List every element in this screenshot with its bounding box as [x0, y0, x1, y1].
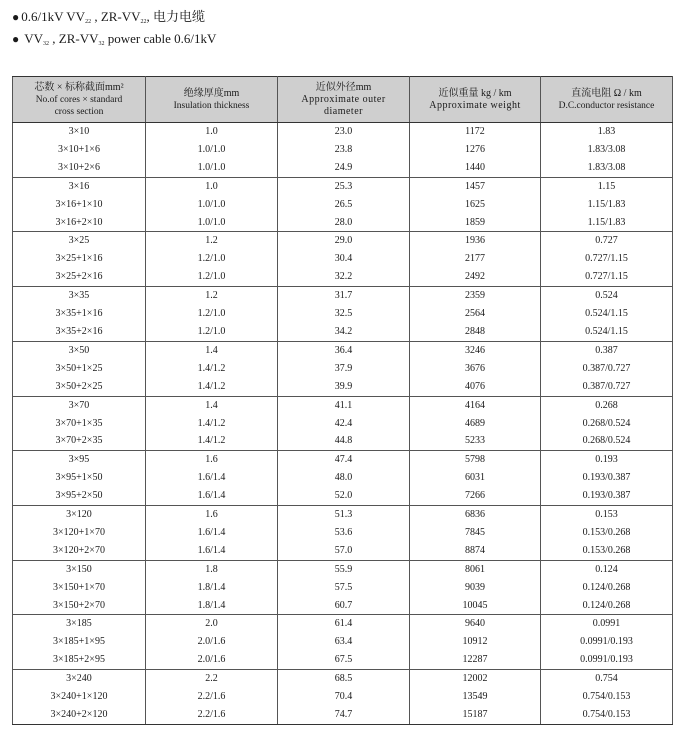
resistance-cell: 0.754 — [541, 670, 673, 688]
weight-cell: 10912 — [410, 633, 541, 651]
table-row — [13, 396, 673, 414]
header-weight — [410, 77, 541, 123]
table-body — [13, 123, 673, 725]
title-1-sub1: 22 — [85, 19, 92, 25]
weight-cell: 1625 — [410, 196, 541, 214]
resistance-cell: 0.124/0.268 — [541, 579, 673, 597]
insulation-cell: 1.0 — [146, 123, 278, 141]
header-resistance — [541, 77, 673, 123]
resistance-cell: 0.387 — [541, 341, 673, 359]
diameter-cell: 25.3 — [278, 177, 410, 195]
resistance-cell: 0.124 — [541, 560, 673, 578]
insulation-cell: 1.2/1.0 — [146, 268, 278, 286]
resistance-cell: 1.15 — [541, 177, 673, 195]
insulation-cell: 1.2 — [146, 287, 278, 305]
table-row — [13, 469, 673, 487]
resistance-cell: 0.0991 — [541, 615, 673, 633]
header-diameter-en2: diameter — [324, 105, 363, 117]
table-row — [13, 123, 673, 141]
diameter-cell: 57.5 — [278, 579, 410, 597]
resistance-cell: 0.268 — [541, 396, 673, 414]
header-diameter-en: Approximate outer — [301, 93, 386, 105]
diameter-cell: 48.0 — [278, 469, 410, 487]
insulation-cell: 1.4/1.2 — [146, 415, 278, 433]
diameter-cell: 24.9 — [278, 159, 410, 177]
insulation-cell: 1.2/1.0 — [146, 305, 278, 323]
weight-cell: 8874 — [410, 542, 541, 560]
insulation-cell: 2.0/1.6 — [146, 651, 278, 669]
table-row — [13, 487, 673, 505]
diameter-cell: 67.5 — [278, 651, 410, 669]
weight-cell: 4689 — [410, 415, 541, 433]
weight-cell: 7845 — [410, 524, 541, 542]
diameter-cell: 39.9 — [278, 378, 410, 396]
insulation-cell: 1.6 — [146, 506, 278, 524]
insulation-cell: 1.8/1.4 — [146, 579, 278, 597]
cable-spec-table — [12, 76, 673, 725]
insulation-cell: 1.6 — [146, 451, 278, 469]
cores-cell: 3×10+2×6 — [13, 159, 146, 177]
header-diameter-zh: 近似外径mm — [315, 81, 372, 93]
title-2-prefix: VV — [24, 31, 44, 46]
weight-cell: 15187 — [410, 706, 541, 724]
header-resistance-zh: 直流电阻 Ω / km — [571, 87, 642, 99]
weight-cell: 6836 — [410, 506, 541, 524]
bullet-icon: ● — [12, 32, 20, 46]
title-1-prefix: 0.6/1kV VV — [21, 9, 86, 24]
table-row — [13, 341, 673, 359]
insulation-cell: 1.4/1.2 — [146, 378, 278, 396]
header-cores — [13, 77, 146, 123]
cores-cell: 3×70+1×35 — [13, 415, 146, 433]
table-row — [13, 670, 673, 688]
table-row — [13, 232, 673, 250]
insulation-cell: 1.0/1.0 — [146, 196, 278, 214]
resistance-cell: 0.524/1.15 — [541, 305, 673, 323]
header-resistance-en: D.C.conductor resistance — [558, 100, 655, 111]
cores-cell: 3×150 — [13, 560, 146, 578]
insulation-cell: 2.2 — [146, 670, 278, 688]
resistance-cell: 0.387/0.727 — [541, 360, 673, 378]
cores-cell: 3×240 — [13, 670, 146, 688]
cores-cell: 3×95+2×50 — [13, 487, 146, 505]
table-row — [13, 579, 673, 597]
diameter-cell: 60.7 — [278, 597, 410, 615]
weight-cell: 12002 — [410, 670, 541, 688]
diameter-cell: 29.0 — [278, 232, 410, 250]
diameter-cell: 63.4 — [278, 633, 410, 651]
cores-cell: 3×185+2×95 — [13, 651, 146, 669]
table-row — [13, 542, 673, 560]
diameter-cell: 34.2 — [278, 323, 410, 341]
header-weight-en: Approximate weight — [429, 99, 521, 111]
diameter-cell: 26.5 — [278, 196, 410, 214]
table-row — [13, 323, 673, 341]
table-row — [13, 141, 673, 159]
cores-cell: 3×25+2×16 — [13, 268, 146, 286]
cores-cell: 3×120+2×70 — [13, 542, 146, 560]
weight-cell: 1457 — [410, 177, 541, 195]
cores-cell: 3×120 — [13, 506, 146, 524]
table-row — [13, 615, 673, 633]
weight-cell: 4076 — [410, 378, 541, 396]
cores-cell: 3×95+1×50 — [13, 469, 146, 487]
diameter-cell: 57.0 — [278, 542, 410, 560]
diameter-cell: 61.4 — [278, 615, 410, 633]
diameter-cell: 70.4 — [278, 688, 410, 706]
table-row — [13, 305, 673, 323]
cores-cell: 3×50 — [13, 341, 146, 359]
weight-cell: 6031 — [410, 469, 541, 487]
insulation-cell: 1.4 — [146, 341, 278, 359]
diameter-cell: 36.4 — [278, 341, 410, 359]
table-row — [13, 214, 673, 232]
title-1-suffix: , 电力电缆 — [146, 9, 206, 24]
weight-cell: 7266 — [410, 487, 541, 505]
weight-cell: 5233 — [410, 432, 541, 450]
table-row — [13, 651, 673, 669]
weight-cell: 8061 — [410, 560, 541, 578]
diameter-cell: 44.8 — [278, 432, 410, 450]
resistance-cell: 0.0991/0.193 — [541, 633, 673, 651]
weight-cell: 2492 — [410, 268, 541, 286]
cores-cell: 3×35+2×16 — [13, 323, 146, 341]
table-row — [13, 524, 673, 542]
insulation-cell: 1.2/1.0 — [146, 250, 278, 268]
cores-cell: 3×25+1×16 — [13, 250, 146, 268]
insulation-cell: 1.6/1.4 — [146, 487, 278, 505]
table-row — [13, 688, 673, 706]
diameter-cell: 53.6 — [278, 524, 410, 542]
header-insulation — [146, 77, 278, 123]
weight-cell: 2359 — [410, 287, 541, 305]
resistance-cell: 0.387/0.727 — [541, 378, 673, 396]
title-line-1 — [12, 9, 205, 30]
table-row — [13, 196, 673, 214]
cores-cell: 3×240+2×120 — [13, 706, 146, 724]
resistance-cell: 0.153/0.268 — [541, 524, 673, 542]
weight-cell: 9640 — [410, 615, 541, 633]
title-1-sub2: 22 — [140, 19, 147, 25]
resistance-cell: 0.153/0.268 — [541, 542, 673, 560]
weight-cell: 3246 — [410, 341, 541, 359]
header-cores-en2: cross section — [54, 106, 104, 117]
resistance-cell: 0.754/0.153 — [541, 706, 673, 724]
resistance-cell: 0.727 — [541, 232, 673, 250]
insulation-cell: 1.0/1.0 — [146, 141, 278, 159]
cores-cell: 3×120+1×70 — [13, 524, 146, 542]
table-row — [13, 706, 673, 724]
weight-cell: 1936 — [410, 232, 541, 250]
resistance-cell: 0.193 — [541, 451, 673, 469]
weight-cell: 5798 — [410, 451, 541, 469]
header-insulation-zh: 绝缘厚度mm — [183, 87, 240, 99]
cores-cell: 3×70 — [13, 396, 146, 414]
insulation-cell: 1.2/1.0 — [146, 323, 278, 341]
resistance-cell: 1.83 — [541, 123, 673, 141]
diameter-cell: 47.4 — [278, 451, 410, 469]
resistance-cell: 0.727/1.15 — [541, 268, 673, 286]
cores-cell: 3×95 — [13, 451, 146, 469]
table-row — [13, 415, 673, 433]
cores-cell: 3×35 — [13, 287, 146, 305]
weight-cell: 2177 — [410, 250, 541, 268]
diameter-cell: 52.0 — [278, 487, 410, 505]
resistance-cell: 0.754/0.153 — [541, 688, 673, 706]
cores-cell: 3×150+1×70 — [13, 579, 146, 597]
diameter-cell: 41.1 — [278, 396, 410, 414]
table-row — [13, 159, 673, 177]
weight-cell: 3676 — [410, 360, 541, 378]
resistance-cell: 1.83/3.08 — [541, 159, 673, 177]
resistance-cell: 0.268/0.524 — [541, 415, 673, 433]
table-row — [13, 506, 673, 524]
diameter-cell: 68.5 — [278, 670, 410, 688]
resistance-cell: 0.0991/0.193 — [541, 651, 673, 669]
cores-cell: 3×16+2×10 — [13, 214, 146, 232]
resistance-cell: 0.193/0.387 — [541, 487, 673, 505]
cores-cell: 3×185 — [13, 615, 146, 633]
insulation-cell: 1.6/1.4 — [146, 542, 278, 560]
resistance-cell: 0.524/1.15 — [541, 323, 673, 341]
weight-cell: 1440 — [410, 159, 541, 177]
diameter-cell: 30.4 — [278, 250, 410, 268]
diameter-cell: 51.3 — [278, 506, 410, 524]
cores-cell: 3×50+2×25 — [13, 378, 146, 396]
table-row — [13, 360, 673, 378]
title-line-2 — [12, 31, 216, 52]
resistance-cell: 0.124/0.268 — [541, 597, 673, 615]
diameter-cell: 32.2 — [278, 268, 410, 286]
weight-cell: 4164 — [410, 396, 541, 414]
resistance-cell: 0.727/1.15 — [541, 250, 673, 268]
cores-cell: 3×185+1×95 — [13, 633, 146, 651]
table-row — [13, 597, 673, 615]
cores-cell: 3×35+1×16 — [13, 305, 146, 323]
table-row — [13, 177, 673, 195]
weight-cell: 9039 — [410, 579, 541, 597]
insulation-cell: 2.0/1.6 — [146, 633, 278, 651]
title-2-mid: , ZR-VV — [49, 31, 99, 46]
diameter-cell: 28.0 — [278, 214, 410, 232]
header-cores-zh: 芯数 × 标称截面mm² — [34, 81, 124, 93]
table-row — [13, 633, 673, 651]
diameter-cell: 31.7 — [278, 287, 410, 305]
cores-cell: 3×25 — [13, 232, 146, 250]
insulation-cell: 1.0 — [146, 177, 278, 195]
cores-cell: 3×240+1×120 — [13, 688, 146, 706]
resistance-cell: 0.193/0.387 — [541, 469, 673, 487]
table-row — [13, 250, 673, 268]
insulation-cell: 1.4/1.2 — [146, 360, 278, 378]
resistance-cell: 1.83/3.08 — [541, 141, 673, 159]
table-row — [13, 560, 673, 578]
insulation-cell: 1.6/1.4 — [146, 469, 278, 487]
table-header-row — [13, 77, 673, 123]
weight-cell: 1172 — [410, 123, 541, 141]
cores-cell: 3×16 — [13, 177, 146, 195]
insulation-cell: 1.0/1.0 — [146, 159, 278, 177]
diameter-cell: 37.9 — [278, 360, 410, 378]
resistance-cell: 0.268/0.524 — [541, 432, 673, 450]
table-row — [13, 268, 673, 286]
table-row — [13, 432, 673, 450]
insulation-cell: 1.4/1.2 — [146, 432, 278, 450]
cores-cell: 3×10 — [13, 123, 146, 141]
diameter-cell: 32.5 — [278, 305, 410, 323]
insulation-cell: 1.0/1.0 — [146, 214, 278, 232]
diameter-cell: 23.0 — [278, 123, 410, 141]
title-1-mid: , ZR-VV — [91, 9, 141, 24]
diameter-cell: 42.4 — [278, 415, 410, 433]
insulation-cell: 2.0 — [146, 615, 278, 633]
insulation-cell: 1.6/1.4 — [146, 524, 278, 542]
insulation-cell: 1.8/1.4 — [146, 597, 278, 615]
title-2-suffix: power cable 0.6/1kV — [104, 31, 217, 46]
table-row — [13, 451, 673, 469]
weight-cell: 13549 — [410, 688, 541, 706]
resistance-cell: 0.524 — [541, 287, 673, 305]
insulation-cell: 2.2/1.6 — [146, 706, 278, 724]
header-insulation-en: Insulation thickness — [173, 100, 250, 111]
table-row — [13, 287, 673, 305]
cores-cell: 3×150+2×70 — [13, 597, 146, 615]
insulation-cell: 1.2 — [146, 232, 278, 250]
resistance-cell: 1.15/1.83 — [541, 214, 673, 232]
weight-cell: 2564 — [410, 305, 541, 323]
diameter-cell: 55.9 — [278, 560, 410, 578]
weight-cell: 1859 — [410, 214, 541, 232]
weight-cell: 10045 — [410, 597, 541, 615]
insulation-cell: 1.4 — [146, 396, 278, 414]
resistance-cell: 0.153 — [541, 506, 673, 524]
insulation-cell: 1.8 — [146, 560, 278, 578]
weight-cell: 1276 — [410, 141, 541, 159]
header-weight-zh: 近似重量 kg / km — [438, 87, 512, 99]
diameter-cell: 74.7 — [278, 706, 410, 724]
weight-cell: 2848 — [410, 323, 541, 341]
resistance-cell: 1.15/1.83 — [541, 196, 673, 214]
insulation-cell: 2.2/1.6 — [146, 688, 278, 706]
title-2-sub2: 32 — [98, 41, 105, 47]
title-2-sub1: 32 — [43, 41, 50, 47]
header-cores-en: No.of cores × standard — [35, 94, 123, 105]
cores-cell: 3×16+1×10 — [13, 196, 146, 214]
bullet-icon: ● — [12, 10, 20, 24]
header-diameter — [278, 77, 410, 123]
weight-cell: 12287 — [410, 651, 541, 669]
cores-cell: 3×50+1×25 — [13, 360, 146, 378]
diameter-cell: 23.8 — [278, 141, 410, 159]
cores-cell: 3×10+1×6 — [13, 141, 146, 159]
table-row — [13, 378, 673, 396]
cores-cell: 3×70+2×35 — [13, 432, 146, 450]
